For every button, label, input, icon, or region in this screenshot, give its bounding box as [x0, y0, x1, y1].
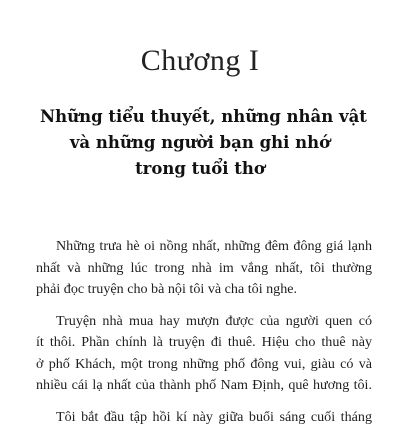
text-line: nhiều cái lạ nhất của thành phố Nam Định, quê hương tôi.	[36, 377, 372, 393]
chapter-title-line: và những người bạn ghi nhớ	[69, 133, 331, 152]
paragraph	[36, 407, 372, 429]
text-line: nhất và những lúc trong nhà im vắng nhất, tôi thường	[36, 259, 372, 276]
chapter-title-line: Những tiểu thuyết, những nhân vật	[40, 107, 367, 126]
text-line: ít thôi. Phần chính là truyện đi thuê. Hiệu cho thuê này	[36, 334, 372, 350]
chapter-number: Chương I	[140, 44, 260, 77]
text-line: Những trưa hè oi nồng nhất, những đêm đông giá lạnh	[56, 238, 372, 254]
text-line: ở phố Khách, một trong những phố đông vui, giàu có và	[36, 355, 372, 372]
text-line: phải đọc truyện cho bà nội tôi và cha tôi nghe.	[36, 281, 298, 297]
body-text	[36, 236, 372, 438]
chapter-title	[40, 104, 367, 182]
text-line: Tôi bắt đầu tập hồi kí này giữa buổi sáng cuối tháng	[56, 408, 372, 425]
paragraph	[36, 311, 372, 397]
chapter-title-line: trong tuổi thơ	[135, 159, 265, 178]
paragraph	[36, 236, 372, 301]
text-line: Truyện nhà mua hay mượn được của người quen có	[56, 312, 372, 329]
